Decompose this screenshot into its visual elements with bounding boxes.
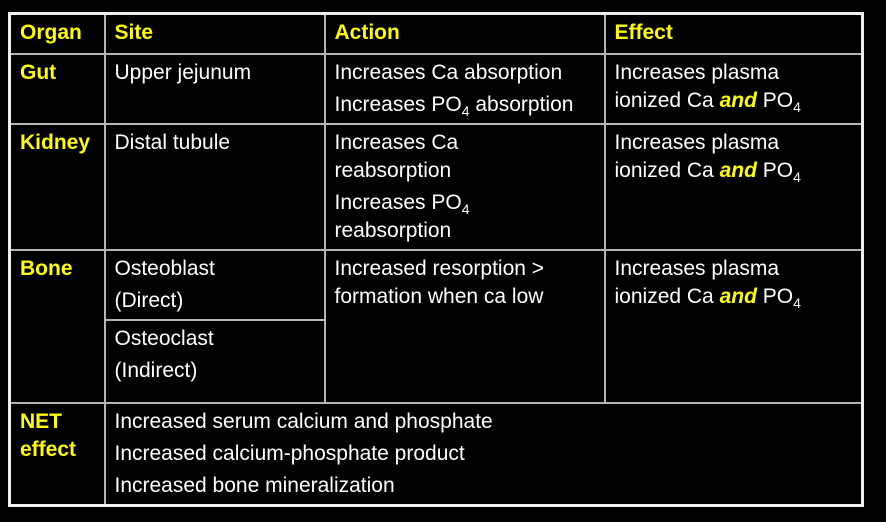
column-header-site: Site [105,14,325,54]
cell-bone-action: Increased resorption > formation when ca low [325,250,605,403]
cell-gut-organ: Gut [10,54,105,124]
cell-kidney-organ: Kidney [10,124,105,250]
cell-net-organ: NET effect [10,403,105,506]
cell-bone-effect: Increases plasma ionized Ca and $PO_4$ [605,250,863,403]
cell-kidney-action: Increases Ca reabsorption Increases $PO_4$ reabsorption [325,124,605,250]
cell-bone-site-osteoclast: Osteoclast (Indirect) [105,320,325,403]
cell-gut-site: Upper jejunum [105,54,325,124]
cell-bone-site-osteoblast: Osteoblast (Direct) [105,250,325,320]
cell-bone-organ: Bone [10,250,105,403]
column-header-organ: Organ [10,14,105,54]
pth-effects-table [8,12,864,507]
table-row-net-effect [10,403,863,506]
table-row-gut [10,54,863,124]
column-header-effect: Effect [605,14,863,54]
cell-gut-action: Increases Ca absorption Increases $PO_4$ absorption [325,54,605,124]
table-row-bone-direct [10,250,863,320]
table-header-row [10,14,863,54]
cell-net-summary: Increased serum calcium and phosphate Increased calcium-phosphate product Increased bone mineralization [105,403,863,506]
cell-kidney-effect: Increases plasma ionized Ca and $PO_4$ [605,124,863,250]
cell-kidney-site: Distal tubule [105,124,325,250]
column-header-action: Action [325,14,605,54]
table-row-kidney [10,124,863,250]
cell-gut-effect: Increases plasma ionized Ca and $PO_4$ [605,54,863,124]
